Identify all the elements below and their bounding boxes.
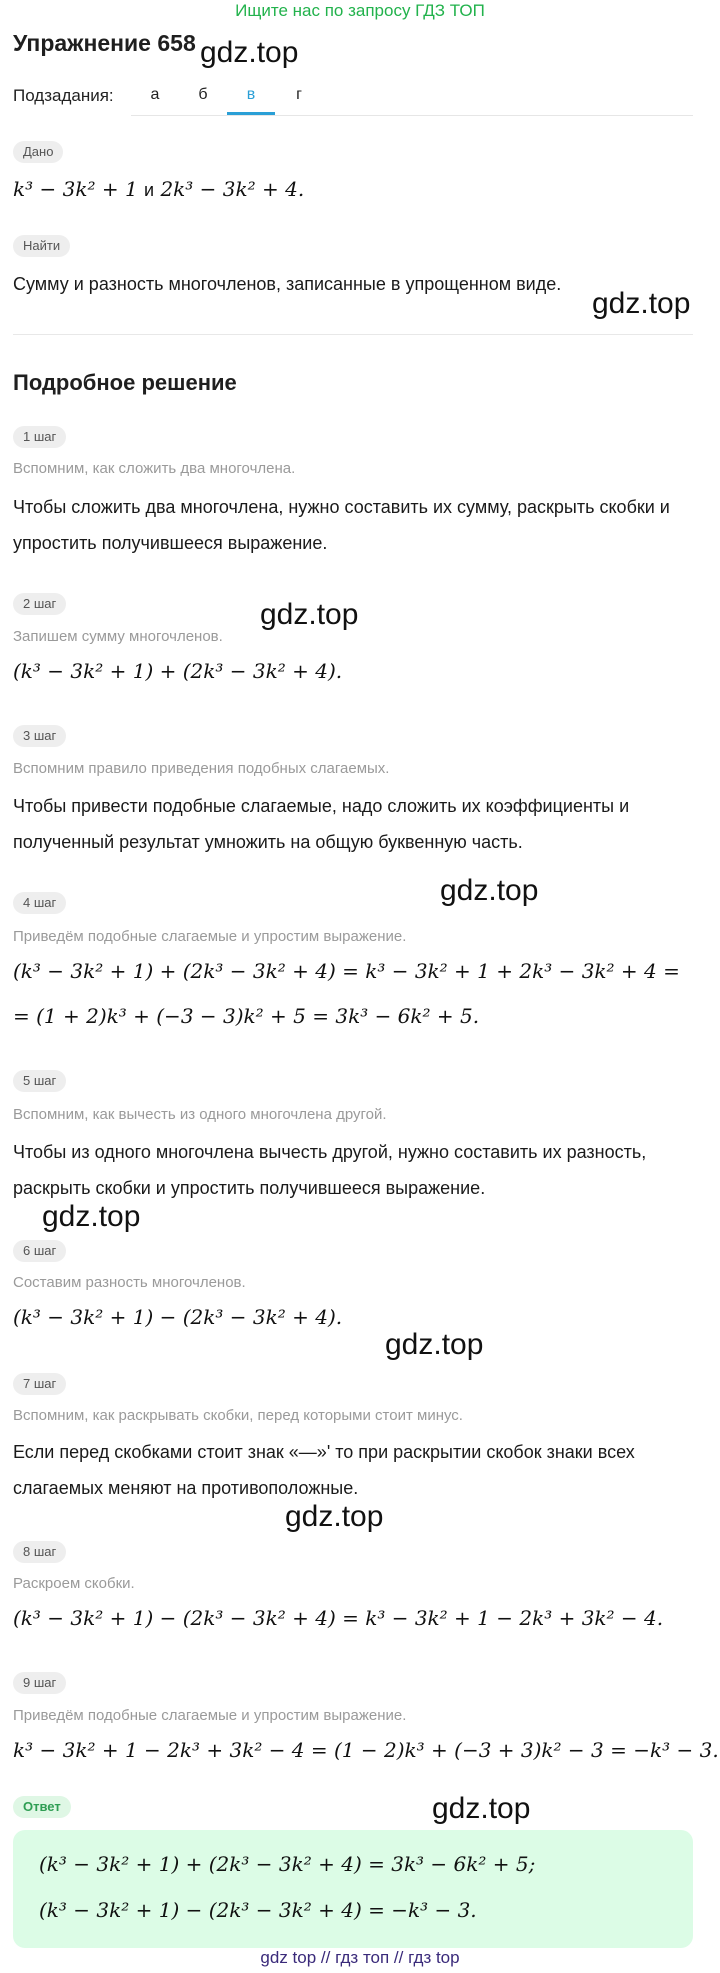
watermark: gdz.top: [200, 36, 299, 69]
tab-b[interactable]: б: [198, 86, 208, 103]
step-1-hint: Вспомним, как сложить два многочлена.: [13, 460, 296, 477]
step-7-text-line2: слагаемых меняют на противоположные.: [13, 1478, 359, 1498]
step-6-math: (k³ − 3k² + 1) − (2k³ − 3k² + 4).: [13, 1305, 343, 1329]
given-and: и: [144, 180, 155, 200]
footer-links[interactable]: gdz top // гдз топ // гдз top: [260, 1948, 460, 1967]
step-7-hint: Вспомним, как раскрывать скобки, перед которыми стоит минус.: [13, 1407, 463, 1424]
step-5-badge: 5 шаг: [13, 1070, 66, 1092]
find-badge: Найти: [13, 235, 70, 257]
answer-box: [13, 1830, 693, 1948]
step-1-badge: 1 шаг: [13, 426, 66, 448]
step-9-hint: Приведём подобные слагаемые и упростим выражение.: [13, 1707, 407, 1724]
step-4-badge: 4 шаг: [13, 892, 66, 914]
step-8-math: (k³ − 3k² + 1) − (2k³ − 3k² + 4) = k³ − 3k² + 1 − 2k³ + 3k² − 4.: [13, 1606, 664, 1630]
answer-line1: (k³ − 3k² + 1) + (2k³ − 3k² + 4) = 3k³ − 6k² + 5;: [39, 1852, 536, 1876]
watermark: gdz.top: [385, 1328, 484, 1361]
watermark: gdz.top: [592, 287, 691, 320]
given-expression-b: 2k³ − 3k² + 4.: [160, 177, 305, 201]
search-banner: Ищите нас по запросу ГДЗ ТОП: [235, 1, 485, 20]
step-3-text-line1: Чтобы привести подобные слагаемые, надо сложить их коэффициенты и: [13, 796, 630, 816]
step-3-hint: Вспомним правило приведения подобных слагаемых.: [13, 760, 390, 777]
step-6-badge: 6 шаг: [13, 1240, 66, 1262]
step-7-badge: 7 шаг: [13, 1373, 66, 1395]
step-7-text-line1: Если перед скобками стоит знак «—»' то при раскрытии скобок знаки всех: [13, 1442, 635, 1462]
step-2-badge: 2 шаг: [13, 593, 66, 615]
step-9-math: k³ − 3k² + 1 − 2k³ + 3k² − 4 = (1 − 2)k³ + (−3 + 3)k² − 3 = −k³ − 3.: [13, 1738, 719, 1762]
step-1-text-line1: Чтобы сложить два многочлена, нужно составить их сумму, раскрыть скобки и: [13, 497, 670, 517]
step-4-math-line2: = (1 + 2)k³ + (−3 − 3)k² + 5 = 3k³ − 6k² + 5.: [13, 1004, 480, 1028]
page-title: Упражнение 658: [13, 30, 196, 56]
step-4-math-line1: (k³ − 3k² + 1) + (2k³ − 3k² + 4) = k³ − 3k² + 1 + 2k³ − 3k² + 4 =: [13, 959, 680, 983]
step-3-badge: 3 шаг: [13, 725, 66, 747]
answer-badge: Ответ: [13, 1796, 71, 1818]
step-2-hint: Запишем сумму многочленов.: [13, 628, 223, 645]
step-8-hint: Раскроем скобки.: [13, 1575, 135, 1592]
given-badge: Дано: [13, 141, 63, 163]
step-8-badge: 8 шаг: [13, 1541, 66, 1563]
step-5-text-line1: Чтобы из одного многочлена вычесть другой, нужно составить их разность,: [13, 1142, 647, 1162]
tab-v[interactable]: в: [227, 82, 275, 115]
step-1-text-line2: упростить получившееся выражение.: [13, 533, 328, 553]
watermark: gdz.top: [260, 598, 359, 631]
answer-line2: (k³ − 3k² + 1) − (2k³ − 3k² + 4) = −k³ − 3.: [39, 1898, 477, 1922]
step-5-hint: Вспомним, как вычесть из одного многочлена другой.: [13, 1106, 387, 1123]
given-expression: [13, 177, 304, 201]
watermark: gdz.top: [432, 1792, 531, 1825]
step-4-hint: Приведём подобные слагаемые и упростим выражение.: [13, 928, 407, 945]
step-2-math: (k³ − 3k² + 1) + (2k³ − 3k² + 4).: [13, 659, 343, 683]
given-expression-a: k³ − 3k² + 1: [13, 177, 138, 201]
subtask-tabs: [131, 82, 693, 116]
watermark: gdz.top: [440, 874, 539, 907]
solution-title: Подробное решение: [13, 370, 237, 395]
step-5-text-line2: раскрыть скобки и упростить получившееся выражение.: [13, 1178, 486, 1198]
tab-a[interactable]: а: [150, 86, 160, 103]
step-9-badge: 9 шаг: [13, 1672, 66, 1694]
watermark: gdz.top: [42, 1200, 141, 1233]
tab-g[interactable]: г: [296, 86, 302, 103]
step-6-hint: Составим разность многочленов.: [13, 1274, 246, 1291]
subtasks-label: Подзадания:: [13, 86, 114, 105]
divider: [13, 334, 693, 335]
watermark: gdz.top: [285, 1500, 384, 1533]
find-text: Сумму и разность многочленов, записанные в упрощенном виде.: [13, 274, 562, 294]
step-3-text-line2: полученный результат умножить на общую буквенную часть.: [13, 832, 523, 852]
